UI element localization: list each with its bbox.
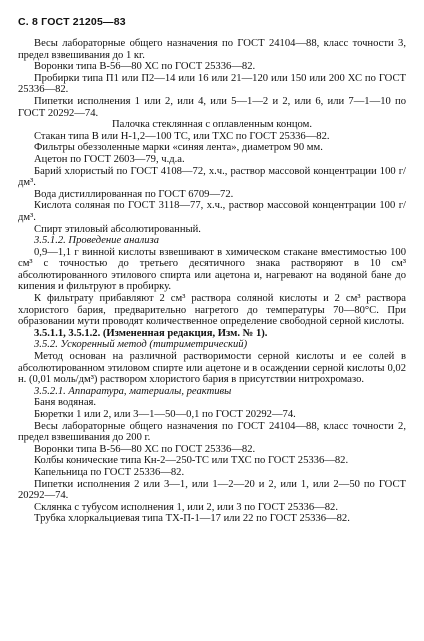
paragraph: Метод основан на различной растворимости серной кислоты и ее солей в абсолютированном этиловом спирте или ацетоне и в осаждении серной кислоты 0,02 н. (0,01 моль/дм³) раствором хлористого бария в присутствии нитрохромазо. (18, 351, 406, 386)
revision-note: 3.5.1.1, 3.5.1.2. (Измененная редакция, Изм. № 1). (34, 327, 268, 339)
paragraph: Пробирки типа П1 или П2—14 или 16 или 21—120 или 150 или 200 ХС по ГОСТ 25336—82. (18, 72, 406, 96)
paragraph: Спирт этиловый абсолютированный. (34, 223, 201, 235)
paragraph: Весы лабораторные общего назначения по ГОСТ 24104—88, класс точности 3, предел взвешивания до 1 кг. (18, 38, 406, 61)
paragraph: Пипетки исполнения 1 или 2, или 4, или 5—1—2 и 2, или 6, или 7—1—10 по ГОСТ 20292—74. (18, 95, 406, 119)
paragraph: Колбы конические типа Кн-2—250-ТС или ТХС по ГОСТ 25336—82. (34, 455, 349, 467)
paragraph: Барий хлористый по ГОСТ 4108—72, х.ч., раствор массовой концентрации 100 г/дм³. (18, 165, 406, 189)
document-body (18, 38, 406, 525)
paragraph: Капельница по ГОСТ 25336—82. (34, 466, 185, 478)
paragraph: Ацетон по ГОСТ 2603—79, ч.д.а. (34, 153, 185, 165)
section-heading: 3.5.1.2. Проведение анализа (34, 235, 159, 247)
paragraph: К фильтрату прибавляют 2 см³ раствора соляной кислоты и 2 см³ раствора хлористого бария, предварительно нагретого до температуры 70—80°С. При образовании мути проводят количественное определение свободной серной кислоты. (18, 293, 406, 328)
paragraph: Фильтры обеззоленные марки «синяя лента», диаметром 90 мм. (34, 142, 323, 154)
paragraph: Воронки типа В-56—80 ХС по ГОСТ 25336—82. (34, 443, 256, 455)
paragraph: Кислота соляная по ГОСТ 3118—77, х.ч., раствор массовой концентрации 100 г/дм³. (18, 200, 406, 223)
paragraph: Баня водяная. (34, 397, 97, 409)
page-header: С. 8 ГОСТ 21205—83 (18, 16, 126, 28)
paragraph: Весы лабораторные общего назначения по ГОСТ 24104—88, класс точности 2, предел взвешивания до 200 г. (18, 420, 406, 444)
section-heading: 3.5.2. Ускоренный метод (титриметрический) (34, 339, 248, 351)
paragraph: 0,9—1,1 г винной кислоты взвешивают в химическом стакане вместимостью 100 см³ с точностью до третьего десятичного знака растворяют в 10 см³ абсолютированного этилового спирта или ацетона и, нагревают на водяной бане до кипения и фильтруют в пробирку. (18, 246, 406, 293)
paragraph: Бюретки 1 или 2, или 3—1—50—0,1 по ГОСТ 20292—74. (34, 409, 296, 420)
paragraph: Палочка стеклянная с оплавленным концом. (112, 119, 312, 131)
paragraph: Пипетки исполнения 2 или 3—1, или 1—2—20 и 2, или 1, или 2—50 по ГОСТ 20292—74. (18, 478, 406, 502)
paragraph: Трубка хлоркальциевая типа ТХ-П-1—17 или 22 по ГОСТ 25336—82. (34, 513, 350, 525)
paragraph: Воронки типа В-56—80 ХС по ГОСТ 25336—82. (34, 61, 256, 73)
paragraph: Стакан типа В или Н-1,2—100 ТС, или ТХС по ГОСТ 25336—82. (34, 130, 330, 142)
paragraph: Вода дистиллированная по ГОСТ 6709—72. (34, 188, 234, 200)
section-heading: 3.5.2.1. Аппаратура, материалы, реактивы (34, 385, 232, 397)
paragraph: Склянка с тубусом исполнения 1, или 2, или 3 по ГОСТ 25336—82. (34, 501, 338, 513)
